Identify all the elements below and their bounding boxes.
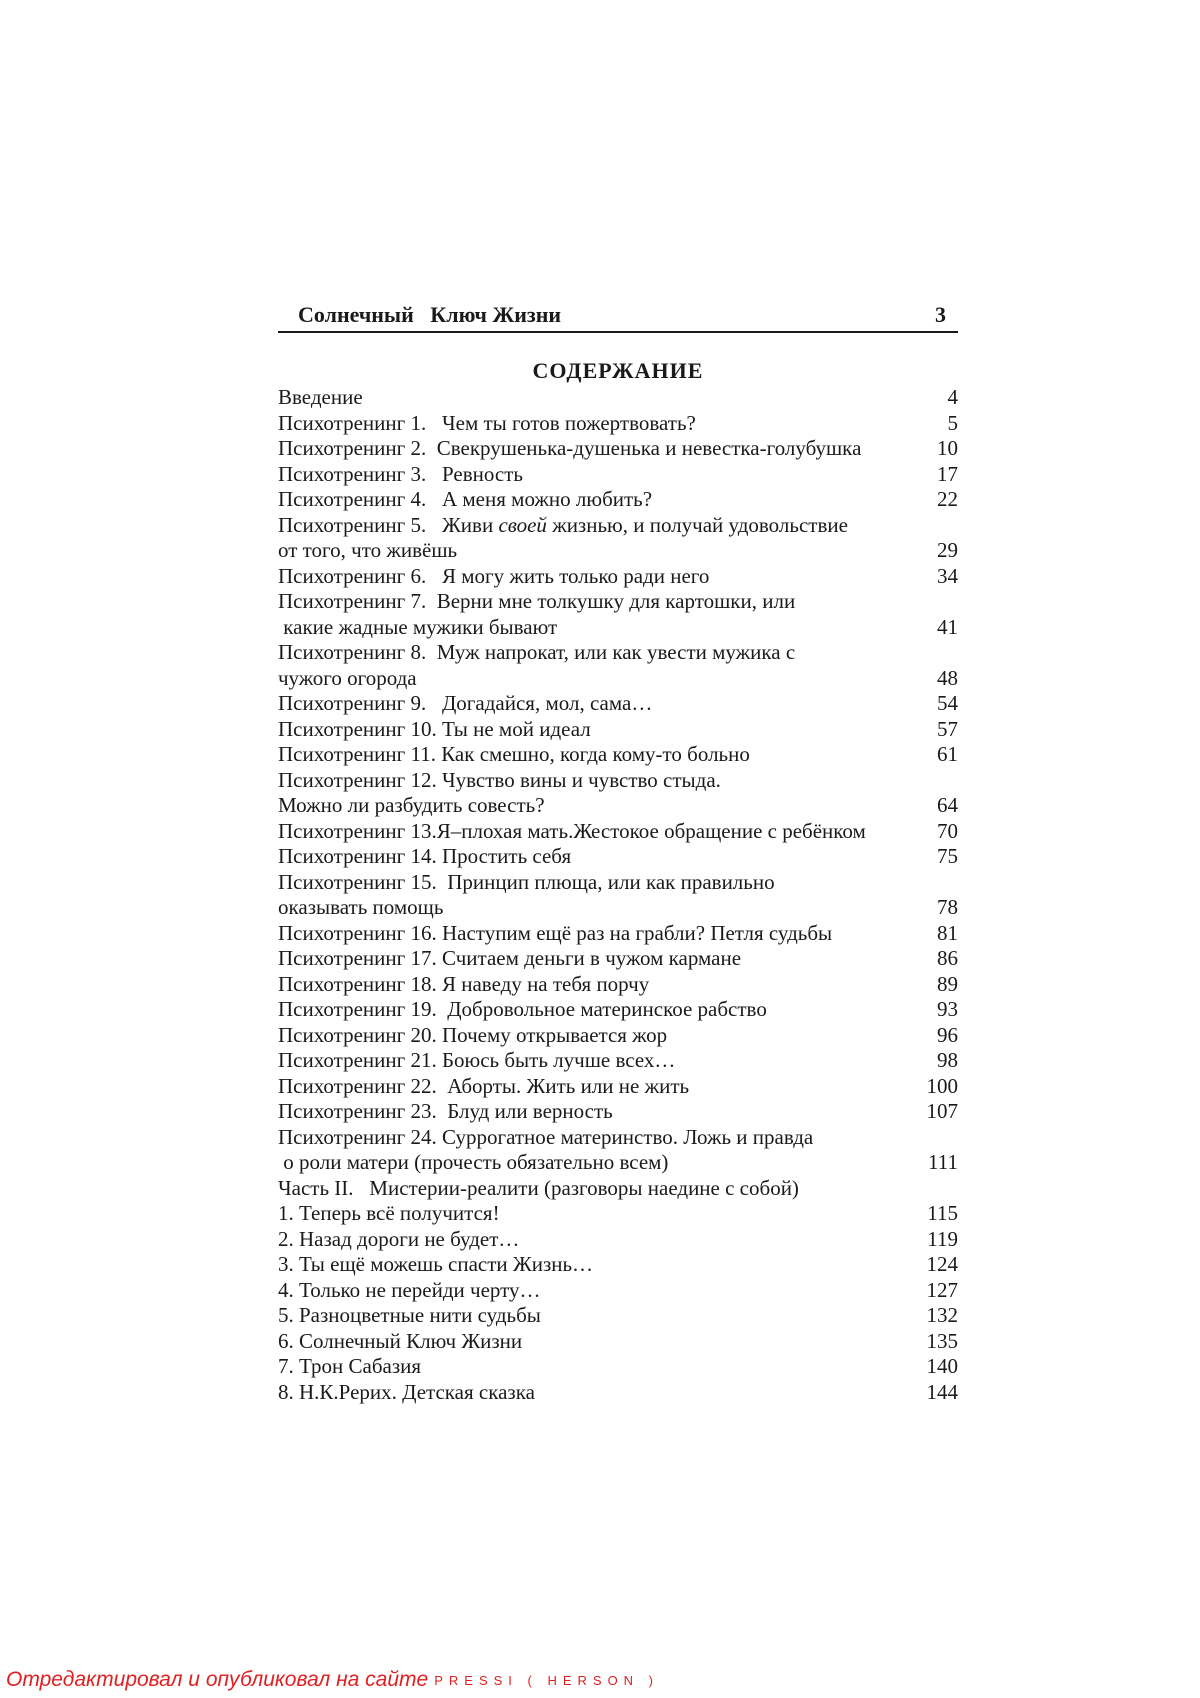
toc-entry-line <box>278 538 958 564</box>
toc-entry-page: 48 <box>933 666 958 692</box>
toc-entry[interactable] <box>278 1125 958 1176</box>
toc-entry-line <box>278 462 958 488</box>
toc-entry-page: 93 <box>933 997 958 1023</box>
page-number: 3 <box>935 302 958 328</box>
toc-entry-page: 135 <box>923 1329 959 1355</box>
credit-text: Отредактировал и опубликовал на сайте <box>6 1668 428 1691</box>
toc-entry-page <box>954 589 958 615</box>
toc-entry-line <box>278 666 958 692</box>
toc-entry-title: Часть II. Мистерии-реалити (разговоры наедине с собой) <box>278 1176 799 1202</box>
toc-entry-line <box>278 972 958 998</box>
toc-entry[interactable] <box>278 462 958 488</box>
toc-entry-line <box>278 436 958 462</box>
toc-entry[interactable] <box>278 1303 958 1329</box>
toc-entry[interactable] <box>278 844 958 870</box>
toc-entry-title: оказывать помощь <box>278 895 443 921</box>
toc-entry[interactable] <box>278 1354 958 1380</box>
toc-entry-title: Психотренинг 6. Я могу жить только ради него <box>278 564 709 590</box>
toc-entry-title: Психотренинг 14. Простить себя <box>278 844 571 870</box>
toc-entry-line <box>278 1278 958 1304</box>
toc-entry[interactable] <box>278 691 958 717</box>
toc-entry-page: 100 <box>923 1074 959 1100</box>
toc-entry-page: 111 <box>924 1150 958 1176</box>
toc-entry[interactable] <box>278 1176 958 1202</box>
toc-entry[interactable] <box>278 768 958 819</box>
toc-entry-page: 75 <box>933 844 958 870</box>
toc-entry-line <box>278 640 958 666</box>
toc-entry-page <box>954 513 958 539</box>
toc-entry-page: 144 <box>923 1380 959 1406</box>
toc-entry[interactable] <box>278 564 958 590</box>
toc-entry-page: 78 <box>933 895 958 921</box>
toc-entry-title-part: жизнью, и получай удовольствие <box>547 513 848 537</box>
toc-entry-page: 81 <box>933 921 958 947</box>
toc-entry[interactable] <box>278 972 958 998</box>
toc-entry-title: Психотренинг 7. Верни мне толкушку для картошки, или <box>278 589 795 615</box>
toc-entry[interactable] <box>278 513 958 564</box>
toc-entry-page: 124 <box>923 1252 959 1278</box>
toc-entry-line <box>278 793 958 819</box>
toc-entry-title: Психотренинг 2. Свекрушенька-душенька и невестка-голубушка <box>278 436 861 462</box>
toc-entry-title: Психотренинг 22. Аборты. Жить или не жить <box>278 1074 689 1100</box>
toc-entry[interactable] <box>278 1201 958 1227</box>
toc-entry-line <box>278 997 958 1023</box>
toc-entry-line <box>278 615 958 641</box>
toc-entry-title: Психотренинг 4. А меня можно любить? <box>278 487 652 513</box>
toc-entry-title: 1. Теперь всё получится! <box>278 1201 500 1227</box>
toc-entry-title: о роли матери (прочесть обязательно всем) <box>278 1150 668 1176</box>
toc-entry[interactable] <box>278 1278 958 1304</box>
toc-entry-line <box>278 1354 958 1380</box>
toc-entry-page: 132 <box>923 1303 959 1329</box>
toc-entry-page: 127 <box>923 1278 959 1304</box>
toc-entry-line <box>278 1303 958 1329</box>
toc-entry[interactable] <box>278 717 958 743</box>
toc-entry[interactable] <box>278 1329 958 1355</box>
toc-entry-page: 86 <box>933 946 958 972</box>
page-content <box>278 300 958 1405</box>
toc-entry-title: Психотренинг 12. Чувство вины и чувство стыда. <box>278 768 721 794</box>
toc-entry-page: 64 <box>933 793 958 819</box>
toc-entry-page: 96 <box>933 1023 958 1049</box>
toc-entry[interactable] <box>278 385 958 411</box>
toc-entry-title: 2. Назад дороги не будет… <box>278 1227 519 1253</box>
toc-entry-page: 4 <box>944 385 959 411</box>
toc-entry-line <box>278 589 958 615</box>
toc-entry-title: Психотренинг 23. Блуд или верность <box>278 1099 613 1125</box>
toc-entry-page: 10 <box>933 436 958 462</box>
toc-entry[interactable] <box>278 640 958 691</box>
toc-entry-page <box>954 768 958 794</box>
toc-entry-line <box>278 1380 958 1406</box>
toc-entry-page <box>954 640 958 666</box>
toc-entry[interactable] <box>278 487 958 513</box>
toc-entry-page: 115 <box>923 1201 958 1227</box>
toc-entry-line <box>278 1099 958 1125</box>
running-header <box>278 300 958 333</box>
toc-entry-line <box>278 1201 958 1227</box>
toc-entry-title: Введение <box>278 385 363 411</box>
toc-entry-title: чужого огорода <box>278 666 417 692</box>
toc-entry-title: Психотренинг 11. Как смешно, когда кому-то больно <box>278 742 750 768</box>
toc-entry-title: 7. Трон Сабазия <box>278 1354 421 1380</box>
toc-entry-title: Психотренинг 16. Наступим ещё раз на грабли? Петля судьбы <box>278 921 832 947</box>
toc-entry-page: 61 <box>933 742 958 768</box>
toc-entry-page <box>954 1125 958 1151</box>
toc-entry-title: 6. Солнечный Ключ Жизни <box>278 1329 522 1355</box>
toc-entry-title: 5. Разноцветные нити судьбы <box>278 1303 541 1329</box>
toc-entry[interactable] <box>278 1099 958 1125</box>
toc-entry-page: 119 <box>923 1227 958 1253</box>
toc-entry-line <box>278 513 958 539</box>
toc-entry-title: Психотренинг 10. Ты не мой идеал <box>278 717 591 743</box>
toc-entry-title: Психотренинг 13.Я–плохая мать.Жестокое обращение с ребёнком <box>278 819 866 845</box>
book-title: Солнечный Ключ Жизни <box>298 302 561 328</box>
toc-entry-page: 34 <box>933 564 958 590</box>
toc-entry[interactable] <box>278 742 958 768</box>
toc-entry-title: 8. Н.К.Рерих. Детская сказка <box>278 1380 535 1406</box>
toc-entry-title: Психотренинг 15. Принцип плюща, или как правильно <box>278 870 775 896</box>
toc-entry-line <box>278 691 958 717</box>
toc-entry-page: 140 <box>923 1354 959 1380</box>
toc-entry-line <box>278 564 958 590</box>
toc-entry-title: Психотренинг 21. Боюсь быть лучше всех… <box>278 1048 675 1074</box>
toc-entry-line <box>278 487 958 513</box>
toc-entry[interactable] <box>278 870 958 921</box>
toc-entry-line <box>278 819 958 845</box>
toc-entry-line <box>278 1176 958 1202</box>
toc-entry-title-part: Психотренинг 5. Живи <box>278 513 498 537</box>
toc-entry-page: 22 <box>933 487 958 513</box>
toc-entry-page: 54 <box>933 691 958 717</box>
toc-list <box>278 385 958 1405</box>
toc-entry-page: 5 <box>944 411 959 437</box>
toc-entry-line <box>278 1048 958 1074</box>
toc-entry-line <box>278 1023 958 1049</box>
toc-entry-page: 57 <box>933 717 958 743</box>
toc-entry[interactable] <box>278 1227 958 1253</box>
toc-entry-line <box>278 1252 958 1278</box>
toc-entry-page <box>954 1176 958 1202</box>
site-name[interactable]: PRESSI ( HERSON ) <box>434 1673 659 1688</box>
toc-entry-title: 3. Ты ещё можешь спасти Жизнь… <box>278 1252 593 1278</box>
toc-entry-line <box>278 717 958 743</box>
toc-entry[interactable] <box>278 1380 958 1406</box>
toc-entry[interactable] <box>278 921 958 947</box>
toc-entry-title: Психотренинг 24. Суррогатное материнство. Ложь и правда <box>278 1125 813 1151</box>
toc-entry-title: от того, что живёшь <box>278 538 457 564</box>
toc-entry-line <box>278 1227 958 1253</box>
toc-entry-title: Можно ли разбудить совесть? <box>278 793 545 819</box>
toc-entry-line <box>278 946 958 972</box>
toc-entry-title: 4. Только не перейди черту… <box>278 1278 541 1304</box>
toc-entry-title: Психотренинг 19. Добровольное материнское рабство <box>278 997 767 1023</box>
toc-entry[interactable] <box>278 946 958 972</box>
toc-entry-line <box>278 742 958 768</box>
toc-entry[interactable] <box>278 411 958 437</box>
toc-entry-title: Психотренинг 1. Чем ты готов пожертвовать? <box>278 411 696 437</box>
toc-entry-page: 29 <box>933 538 958 564</box>
toc-entry-title: какие жадные мужики бывают <box>278 615 557 641</box>
toc-entry-page: 89 <box>933 972 958 998</box>
toc-entry-title: Психотренинг 18. Я наведу на тебя порчу <box>278 972 649 998</box>
toc-entry-line <box>278 895 958 921</box>
toc-entry[interactable] <box>278 1252 958 1278</box>
toc-entry-line <box>278 870 958 896</box>
toc-entry-page: 98 <box>933 1048 958 1074</box>
toc-entry-line <box>278 1125 958 1151</box>
toc-entry[interactable] <box>278 1048 958 1074</box>
toc-entry-line <box>278 385 958 411</box>
toc-entry-line <box>278 411 958 437</box>
toc-entry-title: Психотренинг 3. Ревность <box>278 462 523 488</box>
toc-entry[interactable] <box>278 819 958 845</box>
toc-entry[interactable] <box>278 1023 958 1049</box>
toc-entry-page: 70 <box>933 819 958 845</box>
toc-heading: СОДЕРЖАНИЕ <box>278 357 958 385</box>
toc-entry[interactable] <box>278 997 958 1023</box>
toc-entry-page: 41 <box>933 615 958 641</box>
toc-entry-page: 17 <box>933 462 958 488</box>
toc-entry-title <box>278 513 848 539</box>
toc-entry-title: Психотренинг 17. Считаем деньги в чужом кармане <box>278 946 741 972</box>
toc-entry-page: 107 <box>923 1099 959 1125</box>
toc-entry-line <box>278 921 958 947</box>
toc-entry-page <box>954 870 958 896</box>
toc-entry-line <box>278 1074 958 1100</box>
toc-entry-title: Психотренинг 20. Почему открывается жор <box>278 1023 667 1049</box>
toc-entry[interactable] <box>278 1074 958 1100</box>
footer-credit <box>6 1668 659 1692</box>
toc-entry-line <box>278 768 958 794</box>
toc-entry-line <box>278 1329 958 1355</box>
toc-entry-title-emphasis: своей <box>498 513 546 537</box>
toc-entry-line <box>278 844 958 870</box>
toc-entry-line <box>278 1150 958 1176</box>
toc-entry-title: Психотренинг 8. Муж напрокат, или как увести мужика с <box>278 640 795 666</box>
toc-entry-title: Психотренинг 9. Догадайся, мол, сама… <box>278 691 652 717</box>
toc-entry[interactable] <box>278 589 958 640</box>
toc-entry[interactable] <box>278 436 958 462</box>
